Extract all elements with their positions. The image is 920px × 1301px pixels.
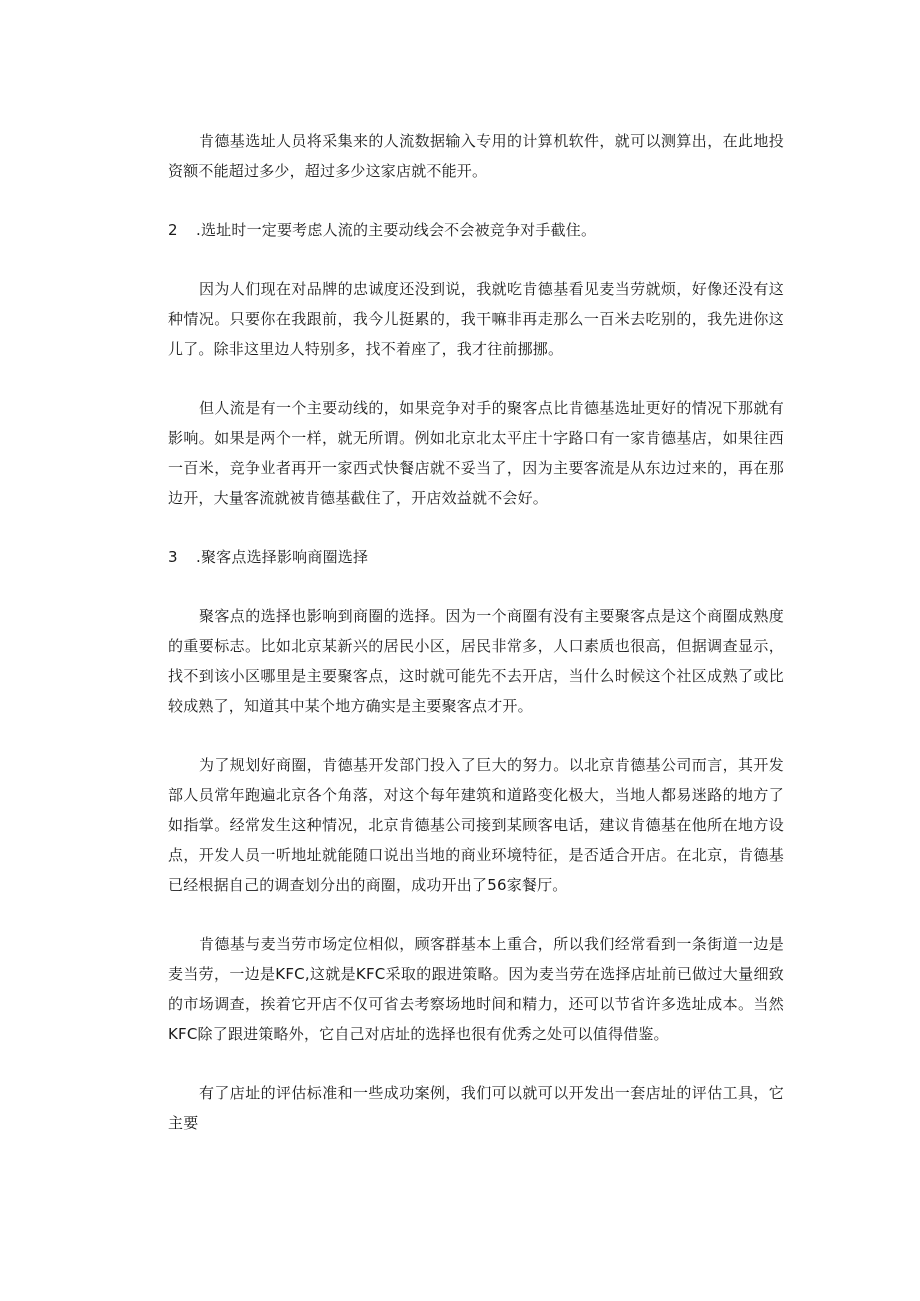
section-title: .选址时一定要考虑人流的主要动线会不会被竞争对手截住。 — [196, 221, 597, 239]
paragraph-gathering-point: 聚客点的选择也影响到商圈的选择。因为一个商圈有没有主要聚客点是这个商圈成熟度的重要标志。比如北京某新兴的居民小区，居民非常多，人口素质也很高，但据调查显示，找不到该小区哪里是主要聚客点，这时就可能先不去开店，当什么时候这个社区成熟了或比较成熟了，知道其中某个地方确实是主要聚客点才开。 — [168, 607, 784, 715]
paragraph-business-district-planning: 为了规划好商圈，肯德基开发部门投入了巨大的努力。以北京肯德基公司而言，其开发部人员常年跑遍北京各个角落，对这个每年建筑和道路变化极大，当地人都易迷路的地方了如指掌。经常发生这种情况，北京肯德基公司接到某顾客电话，建议肯德基在他所在地方设点，开发人员一听地址就能随口说出当地的商业环境特征，是否适合开店。在北京，肯德基已经根据自己的调查划分出的商圈，成功开出了56家餐厅。 — [168, 756, 784, 894]
section-heading-3 — [168, 542, 784, 572]
paragraph-follow-strategy: 肯德基与麦当劳市场定位相似，顾客群基本上重合，所以我们经常看到一条街道一边是麦当劳，一边是KFC,这就是KFC采取的跟进策略。因为麦当劳在选择店址前已做过大量细致的市场调查，挨着它开店不仅可省去考察场地时间和精力，还可以节省许多选址成本。当然KFC除了跟进策略外，它自己对店址的选择也很有优秀之处可以值得借鉴。 — [168, 935, 784, 1043]
section-title: .聚客点选择影响商圈选择 — [196, 548, 369, 566]
paragraph-main-flow-line: 但人流是有一个主要动线的，如果竞争对手的聚客点比肯德基选址更好的情况下那就有影响。如果是两个一样，就无所谓。例如北京北太平庄十字路口有一家肯德基店，如果往西一百米，竞争业者再开一家西式快餐店就不妥当了，因为主要客流是从东边过来的，再在那边开，大量客流就被肯德基截住了，开店效益就不会好。 — [168, 399, 784, 507]
section-number: 2 — [168, 221, 178, 239]
paragraph-investment-calculation: 肯德基选址人员将采集来的人流数据输入专用的计算机软件，就可以测算出，在此地投资额不能超过多少，超过多少这家店就不能开。 — [168, 132, 784, 180]
document-body — [168, 126, 784, 1167]
section-heading-2 — [168, 215, 784, 245]
paragraph-evaluation-tool: 有了店址的评估标准和一些成功案例，我们可以就可以开发出一套店址的评估工具，它主要 — [168, 1084, 784, 1132]
section-number: 3 — [168, 548, 178, 566]
paragraph-brand-loyalty: 因为人们现在对品牌的忠诚度还没到说，我就吃肯德基看见麦当劳就烦，好像还没有这种情况。只要你在我跟前，我今儿挺累的，我干嘛非再走那么一百米去吃别的，我先进你这儿了。除非这里边人特别多，找不着座了，我才往前挪挪。 — [168, 280, 784, 358]
